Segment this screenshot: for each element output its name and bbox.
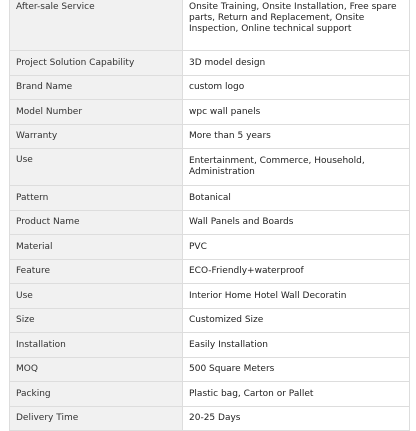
spec-label: Size: [10, 309, 183, 333]
spec-value: 3D model design: [183, 51, 410, 76]
spec-label: Use: [10, 284, 183, 309]
spec-row-packing: [10, 382, 410, 407]
spec-value: Interior Home Hotel Wall Decoratin: [183, 284, 410, 309]
spec-label: After-sale Service: [10, 0, 183, 51]
spec-value: 20-25 Days: [183, 407, 410, 431]
spec-value: Easily Installation: [183, 333, 410, 358]
spec-row-use-interior: [10, 284, 410, 309]
spec-row-after-sale-service: [10, 0, 410, 51]
spec-label: Feature: [10, 260, 183, 284]
spec-label: MOQ: [10, 358, 183, 382]
spec-value: custom logo: [183, 76, 410, 100]
spec-row-project-solution-capability: [10, 51, 410, 76]
spec-value: Wall Panels and Boards: [183, 211, 410, 235]
spec-label: Material: [10, 235, 183, 260]
spec-label: Project Solution Capability: [10, 51, 183, 76]
spec-row-brand-name: [10, 76, 410, 100]
spec-label: Installation: [10, 333, 183, 358]
spec-label: Use: [10, 149, 183, 186]
spec-row-model-number: [10, 100, 410, 125]
spec-value: Onsite Training, Onsite Installation, Free spare parts, Return and Replacement, Onsite Inspection, Online technical support: [183, 0, 410, 51]
spec-label: Delivery Time: [10, 407, 183, 431]
spec-value: wpc wall panels: [183, 100, 410, 125]
spec-row-product-name: [10, 211, 410, 235]
spec-row-delivery-time: [10, 407, 410, 431]
spec-row-warranty: [10, 125, 410, 149]
spec-row-feature: [10, 260, 410, 284]
spec-value: Plastic bag, Carton or Pallet: [183, 382, 410, 407]
spec-row-moq: [10, 358, 410, 382]
spec-value: Customized Size: [183, 309, 410, 333]
spec-label: Brand Name: [10, 76, 183, 100]
spec-row-installation: [10, 333, 410, 358]
spec-value: ECO-Friendly+waterproof: [183, 260, 410, 284]
spec-label: Model Number: [10, 100, 183, 125]
spec-label: Packing: [10, 382, 183, 407]
product-spec-table: [9, 0, 410, 431]
spec-value: Botanical: [183, 186, 410, 211]
spec-row-size: [10, 309, 410, 333]
spec-label: Pattern: [10, 186, 183, 211]
spec-value: More than 5 years: [183, 125, 410, 149]
spec-label: Warranty: [10, 125, 183, 149]
spec-value: 500 Square Meters: [183, 358, 410, 382]
spec-row-pattern: [10, 186, 410, 211]
spec-value: Entertainment, Commerce, Household, Administration: [183, 149, 410, 186]
spec-row-material: [10, 235, 410, 260]
spec-value: PVC: [183, 235, 410, 260]
spec-label: Product Name: [10, 211, 183, 235]
spec-row-use: [10, 149, 410, 186]
